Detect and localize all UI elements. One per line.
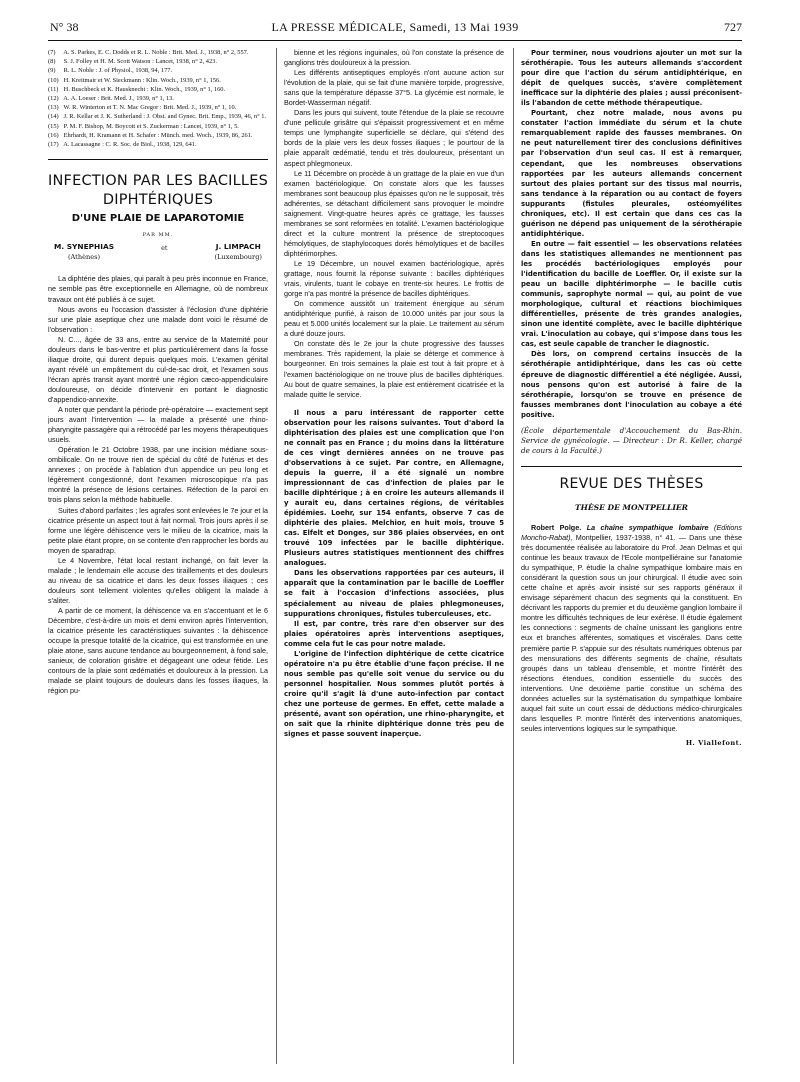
reference-text: J. R. Kellar et J. K. Sutherland : J. Obst. and Gynec. Brit. Emp., 1939, 46, n° 1. [63,113,267,121]
reviewer-signature: H. Viallefont. [685,738,742,747]
reference-item [48,76,268,85]
reference-text: P. M. F. Bishop, M. Boycott et S. Zuckerman : Lancet, 1939, n° 1, 5. [63,122,239,130]
reference-number: (17) [48,141,59,149]
reference-number: (10) [48,76,59,84]
reference-number: (7) [48,49,56,56]
article-body-part-4 [521,48,742,420]
reference-item [48,66,268,75]
author-2 [215,242,262,262]
reference-number: (12) [48,95,59,103]
author-1-name: M. SYNEPHIAS [54,242,115,252]
section-rule [521,466,742,467]
reference-text: A. Lacassagne : C. R. Soc. de Biol., 1938, 129, 641. [63,141,197,149]
reference-text: H. Kreitmair et W. Sieckmann : Klin. Woch., 1939, n° 1, 156. [63,76,221,84]
article-subtitle: D'UNE PLAIE DE LAPAROTOMIE [71,213,245,225]
reference-item [48,94,268,103]
thesis-review-body: Montpellier, 1937-1938, n° 41. — Dans une thèse très documentée réalisée au laboratoire du Prof. Jean Delmas et qui continue les beaux travaux de l'Ecole montpelliéraine sur l'anatomie du sympathique, P. étudie la chaîne sympathique lombaire mais en considérant la question sous un jour chirurgical. Il étudie avec soin cette chaîne et après avoir insisté sur ses rapports généraux il envisage séparément chacun des segments qui la constituent. En décrivant les rapports du premier et du deuxième ganglion lombaire il montre les difficultés techniques de leur exérèse. Il étudie également les connections : segments de chaîne unissant les ganglions entre eux et branches afférentes, somatiques et viscérales. Dans cette première partie P. s'appuie sur des résultats numériques obtenus par des mensurations des différents segments de chaîne, résultats groupés dans un tableau d'ensemble, et montre l'intérêt des résections étendues, condition essentielle du succès des interventions. Une deuxième partie constitue un schéma des données actuelles sur la systématisation du sympathique lombaire auquel fait suite un court essai de déductions médico-chirurgicales dans lesquelles P. montre l'intérêt des interventions anatomiques, seules interventions logiques sur le sympathique. [521,533,742,733]
reference-item [48,131,268,140]
reference-number: (16) [48,131,59,139]
reference-item [48,85,268,94]
reference-number: (9) [48,67,56,75]
reference-number: (15) [48,122,59,130]
article-paragraph: Pour terminer, nous voudrions ajouter un mot sur la sérothérapie. Tous les auteurs allemands s'accordent pour dire que l'action du sérum antidiphtérique, en dépit de quelques succès, s'avère complètement inefficace sur la diphtérie des plaies ; aussi préconisent-ils l'abandon de cette méthode thérapeutique. [521,49,742,108]
author-2-name: J. LIMPACH [215,242,261,252]
column-3 [521,48,742,1064]
reference-text: S. J. Folley et H. M. Scott Watson : Lancet, 1938, n° 2, 423. [63,58,217,66]
reference-text: A. A. Loeser : Brit. Med. J., 1939, n° 1, 13. [63,95,174,103]
reference-text: A. S. Parkes, E. C. Dodds et R. L. Noble : Brit. Med. J., 1938, n° 2, 557. [63,49,249,56]
article-paragraph: On constate dès le 2e jour la chute progressive des fausses membranes. Très rapidement, la plaie se déterge et commence à bourgeonner. En trois semaines la plaie est tout à fait propre et à l'examen bactériologique on ne trouve plus de bacilles diphtériques. Au bout de quatre semaines, la plaie est entièrement cicatrisée et la malade quitte le service. [284,339,504,399]
thesis-publisher: (Editions Moncho-Rabat), [521,522,742,543]
column-1 [48,48,268,1064]
byline-par: PAR MM. [142,232,174,239]
article-affiliation-note: (École départementale d'Accouchement du Bas-Rhin. Service de gynécologie. — Directeur : Dr R. Keller, chargé de cours à la Faculté.) [521,425,742,455]
reference-list [48,48,268,149]
article-paragraph: On commence aussitôt un traitement énergique au sérum antidiphtérique purifié, à raison de 10.000 unités par jour sous la peau et 5.000 unités localement sur la plaie. Le traitement au sérum a duré douze jours. [284,299,504,339]
reference-item [48,103,268,112]
page-number-right: 727 [724,20,742,34]
reference-number: (8) [48,58,56,66]
author-1 [54,242,114,262]
column-divider [513,48,514,1064]
reference-text: W. R. Winterton et T. N. Mac Gregor : Brit. Med. J., 1939, n° 1, 10. [63,104,237,112]
reference-item [48,48,268,57]
page-header [48,18,742,41]
reference-text: Ehrhardt, H. Kramann et H. Schafer : Münch. med. Woch., 1939, 86, 261. [63,131,253,139]
article-paragraph: Pourtant, chez notre malade, nous avons pu constater l'action immédiate du sérum et la chute remarquablement rapide des fausses membranes. On ne peut naturellement tirer des conclusions définitives par l'observation d'un seul cas. Il est à remarquer, cependant, que les nombreuses observations rapportées par les auteurs allemands concernent surtout des plaies portant sur des tissus mal nourris, sans tendance à la réparation ou au contact de foyers suppurants (fistules pleurales, ostéomyélites chroniques, etc). Il est certain que dans ces cas la guérison ne dépend pas uniquement de la sérothérapie antidiphtérique. [521,109,742,238]
article-paragraph: Le 11 Décembre on procède à un grattage de la plaie en vue d'un examen bactériologique. On constate alors que les fausses membranes sont beaucoup plus épaisses qu'on ne le supposait, très adhérentes, se détachant difficilement sans provoquer le moindre saignement. Vingt-quatre heures après ce grattage, les fausses membranes se sont reformées en totalité. L'examen bactériologique direct et la culture montrent la présence de streptocoques hémolytiques, de staphylocoques dorés hémolytiques et de bacilles diphtérimorphes. [284,168,504,258]
reference-number: (11) [48,85,59,93]
section-title: REVUE DES THÈSES [559,475,704,492]
reference-item [48,112,268,121]
article-paragraph: Le 4 Novembre, l'état local restant inchangé, on fait lever la malade ; le lendemain elle accuse des tiraillements et des douleurs au niveau de sa cicatrice et dans les deux fosses iliaques ; ces douleurs sont tellement violentes qu'elles obligent la malade à s'aliter. [48,555,268,605]
article-paragraph: Dès lors, on comprend certains insuccès de la sérothérapie antidiphtérique, dans les cas où cette épreuve de diagnostic différentiel a été négligée. Aussi, nous pensons qu'on est autorisé à faire de la sérothérapie, lorsqu'on se trouve en présence de fausses membranes dont l'inoculation au cobaye a été positive. [521,350,742,419]
article-body-part-3 [284,408,504,649]
author-2-location: (Luxembourg) [214,253,262,262]
article-paragraph: Suites d'abord parfaites ; les agrafes sont enlevées le 7e jour et la cicatrice présente un aspect tout à fait normal. Trois jours après il se forme une légère déhiscence vers le milieu de la cicatrice, mais la petite plaie étant propre, on se contente d'en rapprocher les bords au moyen de sparadrap. [48,505,268,555]
thesis-title: La chaîne sympathique lombaire [586,522,709,532]
reference-number: (13) [48,104,59,112]
article-paragraph: Opération le 21 Octobre 1938, par une incision médiane sous-ombilicale. On ne trouve rien de spécial du côté de l'utérus et des annexes ; on procède à l'ablation d'un appendice un peu long et légèrement congestionné, dont l'examen microscopique n'a pas montré la présence de lésions certaines. Réfection de la paroi en trois plans selon la méthode habituelle. [48,445,268,505]
reference-item [48,140,268,149]
article-paragraph: En outre — fait essentiel — les observations relatées dans les statistiques allemandes ne mentionnent pas les procédés bactériologiques employés pour l'identification du bacille de Loeffler. Or, il existe sur la peau un bacille diphtérimorphe — le bacille cutis communis, saprophyte normal — qui, au point de vue morphologique, cultural et réactions biochimiques différentielles, présente de très grandes analogies, sinon une identité complète, avec le bacille diphtérique vrai. L'inoculation au cobaye, qui s'impose dans tous les cas, est seule capable de trancher le diagnostic. [521,239,742,349]
article-body-part-2 [284,48,504,400]
article-paragraph: Le 19 Décembre, un nouvel examen bactériologique, après grattage, nous fournit la réponse suivante : bacilles diphtériques vrais, virulents, tuant le cobaye en trente-six heures. Le frottis de gorge n'a pas montré la présence de bacilles diphtériques. [284,258,504,299]
article-title: INFECTION PAR LES BACILLES DIPHTÉRIQUES [48,173,268,209]
column-divider [276,48,277,1064]
reference-text: H. Buschbeck et K. Hausknecht : Klin. Woch., 1939, n° 1, 160. [63,85,226,93]
author-1-location: (Athènes) [67,253,101,262]
section-rule [48,159,268,160]
article-paragraph: Les différents antiseptiques employés n'ont aucune action sur l'évolution de la plaie, qui se fait d'une manière torpide, progressive, sans que la température dépasse 37°5. La glycémie est normale, le Bordet-Wasserman négatif. [284,68,504,108]
author-block [54,242,262,262]
reference-text: R. L. Noble : J. of Physiol., 1938, 94, 177. [63,67,173,75]
reference-number: (14) [48,113,59,121]
reference-item [48,57,268,66]
article-body-part-1 [48,274,268,696]
thesis-author: Robert Polge. [531,522,582,532]
article-paragraph: bienne et les régions inguinales, où l'on constate la présence de ganglions très douloureux à la pression. [284,48,504,68]
article-paragraph: Il est, par contre, très rare d'en observer sur des plaies opératoires après interventions aseptiques, comme cela fut le cas pour notre malade. [284,619,504,648]
article-paragraph-bold: L'origine de l'infection diphtérique de cette cicatrice opératoire n'a pu être établie d'une façon précise. Il ne nous semble pas qu'elle soit venue du service ou du personnel hospitalier. Nous sommes plutôt portés à croire qu'il s'agit là d'une auto-infection par contact chez une porteuse de germes. En effet, cette malade a présenté, avant son opération, une rhino-pharyngite, et on sait que la rhinite diphtérique donne très peu de signes et passe souvent inaperçue. [284,649,504,739]
reference-item [48,122,268,131]
thesis-review [521,523,742,734]
article-paragraph: Dans les jours qui suivent, toute l'étendue de la plaie se recouvre d'une pellicule grisâtre qui s'épaissit progressivement et en même temps une lymphangite superficielle se déclare, qui s'étend des bords de la plaie vers les deux fosses iliaques ; le pourtour de la plaie apparaît œdématié, tendu et très douloureux, présentant un aspect phlegmoneux. [284,108,504,168]
article-paragraph: La diphtérie des plaies, qui paraît à peu près inconnue en France, ne semble pas être exceptionnelle en Allemagne, où de nombreux travaux ont été publiés à ce sujet. [48,274,268,304]
article-paragraph: A partir de ce moment, la déhiscence va en s'accentuant et le 6 Décembre, c'est-à-dire un mois et demi environ après l'intervention, la cicatrice présente les caractéristiques suivantes : la déhiscence occupe la presque totalité de la cicatrice, qui est transformée en une plaie atone, sans aucune tendance au bourgeonnement, à fond sale, sanieux, de coloration grisâtre et dégageant une odeur fétide. Les contours de la plaie sont œdématiés et douloureux à la pression. La malade se plaint toujours de douleurs dans les fosses iliaques, la région pu- [48,605,268,696]
column-2 [284,48,504,1064]
article-paragraph: Nous avons eu l'occasion d'assister à l'éclosion d'une diphtérie sur une plaie aseptique chez une malade dont voici le résumé de l'observation : [48,304,268,334]
author-conjunction: et [161,244,168,253]
article-paragraph: N. C..., âgée de 33 ans, entre au service de la Maternité pour douleurs dans le bas-ventre et plus particulièrement dans la fosse iliaque droite, qui durent depuis quelques mois. L'examen génital ayant révélé un empâtement du cul-de-sac droit, et l'examen sous l'écran après transit ayant montré une région cæco-appendiculaire douloureuse, on décide d'intervenir en portant le diagnostic d'appendico-annexite. [48,334,268,404]
article-paragraph: Dans les observations rapportées par ces auteurs, il apparaît que la contamination par le bacille de Loeffler se fait à l'occasion d'infections associées, plus spécialement au niveau de plaies phlegmoneuses, suppurations chroniques, fistules tuberculeuses, etc. [284,569,504,618]
article-paragraph: Il nous a paru intéressant de rapporter cette observation pour les raisons suivantes. Tout d'abord la diphtérisation des plaies est une complication que l'on ne connaît pas en France ; du moins dans la littérature de ces vingt dernières années on ne trouve pas d'observations à ce sujet. Par contre, en Allemagne, depuis la guerre, il a été signalé un nombre impressionnant de cas d'infection de plaies par le bacille diphtérique ; à en croire les auteurs allemands il y aurait eu, dans certaines régions, de véritables épidémies. Loehr, sur 154 enfants, observe 7 cas de diphtérie des plaies. Melchior, en huit mois, trouve 5 cas. Elfelt et Donges, sur 386 plaies observées, en ont trouvé 109 infectées par le bacille diphtérique. Plusieurs autres statistiques mentionnent des chiffres analogues. [284,408,504,568]
article-paragraph: A noter que pendant la période pré-opératoire — exactement sept jours avant l'intervention — la malade a présenté une rhino-pharyngite passagère qui a rétrocédé par les moyens thérapeutiques usuels. [48,405,268,445]
page-number-left: N° 38 [50,20,79,34]
journal-running-head: LA PRESSE MÉDICALE, Samedi, 13 Mai 1939 [271,20,519,34]
subsection-title: THÈSE DE MONTPELLIER [575,502,688,512]
